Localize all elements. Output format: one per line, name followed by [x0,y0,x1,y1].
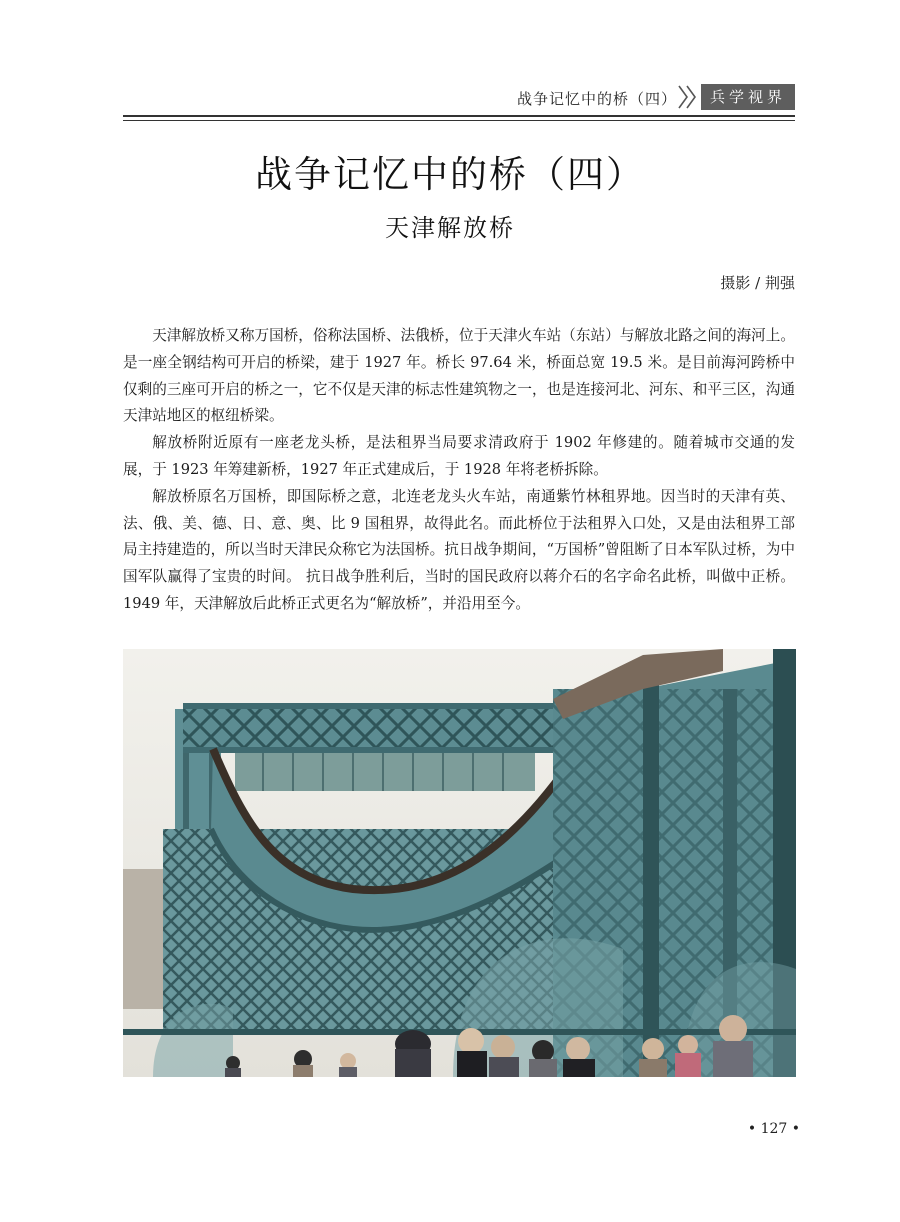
paragraph: 解放桥附近原有一座老龙头桥，是法租界当局要求清政府于 1902 年修建的。随着城市交通的发展，于 1923 年筹建新桥，1927 年正式建成后，于 1928 年将老桥拆除。 [123,434,795,478]
header-rule [123,115,795,117]
page-number: • 127 • [747,1121,800,1137]
paragraph: 天津解放桥又称万国桥，俗称法国桥、法俄桥，位于天津火车站（东站）与解放北路之间的海河上。是一座全钢结构可开启的桥梁，建于 1927 年。桥长 97.64 米，桥面总宽 19.5 米。是目前海河跨桥中仅剩的三座可开启的桥之一，它不仅是天津的标志性建筑物之一，也是连接河北、河东、和平三区，沟通天津站地区的枢纽桥梁。 [123,327,795,425]
bridge-photo [123,649,796,1077]
paragraph: 解放桥原名万国桥，即国际桥之意，北连老龙头火车站，南通紫竹林租界地。因当时的天津有英、法、俄、美、德、日、意、奥、比 9 国租界，故得此名。而此桥位于法租界入口处，又是由法租界工部局主持建造的，所以当时天津民众称它为法国桥。抗日战争期间，“万国桥”曾阻断了日本军队过桥，为中国军队赢得了宝贵的时间。 抗日战争胜利后，当时的国民政府以蒋介石的名字命名此桥，叫做中正桥。1949 年，天津解放后此桥正式更名为“解放桥”，并沿用至今。 [123,487,795,612]
bridge-photo-illustration [123,649,796,1077]
running-header [123,82,795,116]
article-title: 战争记忆中的桥（四） [255,153,645,196]
header-rule-thin [123,120,795,121]
section-tab: 兵学视界 [701,84,795,110]
article-subtitle: 天津解放桥 [385,214,515,242]
double-chevron-icon [677,84,699,110]
photo-credit: 摄影 / 荆强 [720,274,795,292]
article-body [123,323,795,618]
running-title: 战争记忆中的桥（四） [516,90,677,108]
